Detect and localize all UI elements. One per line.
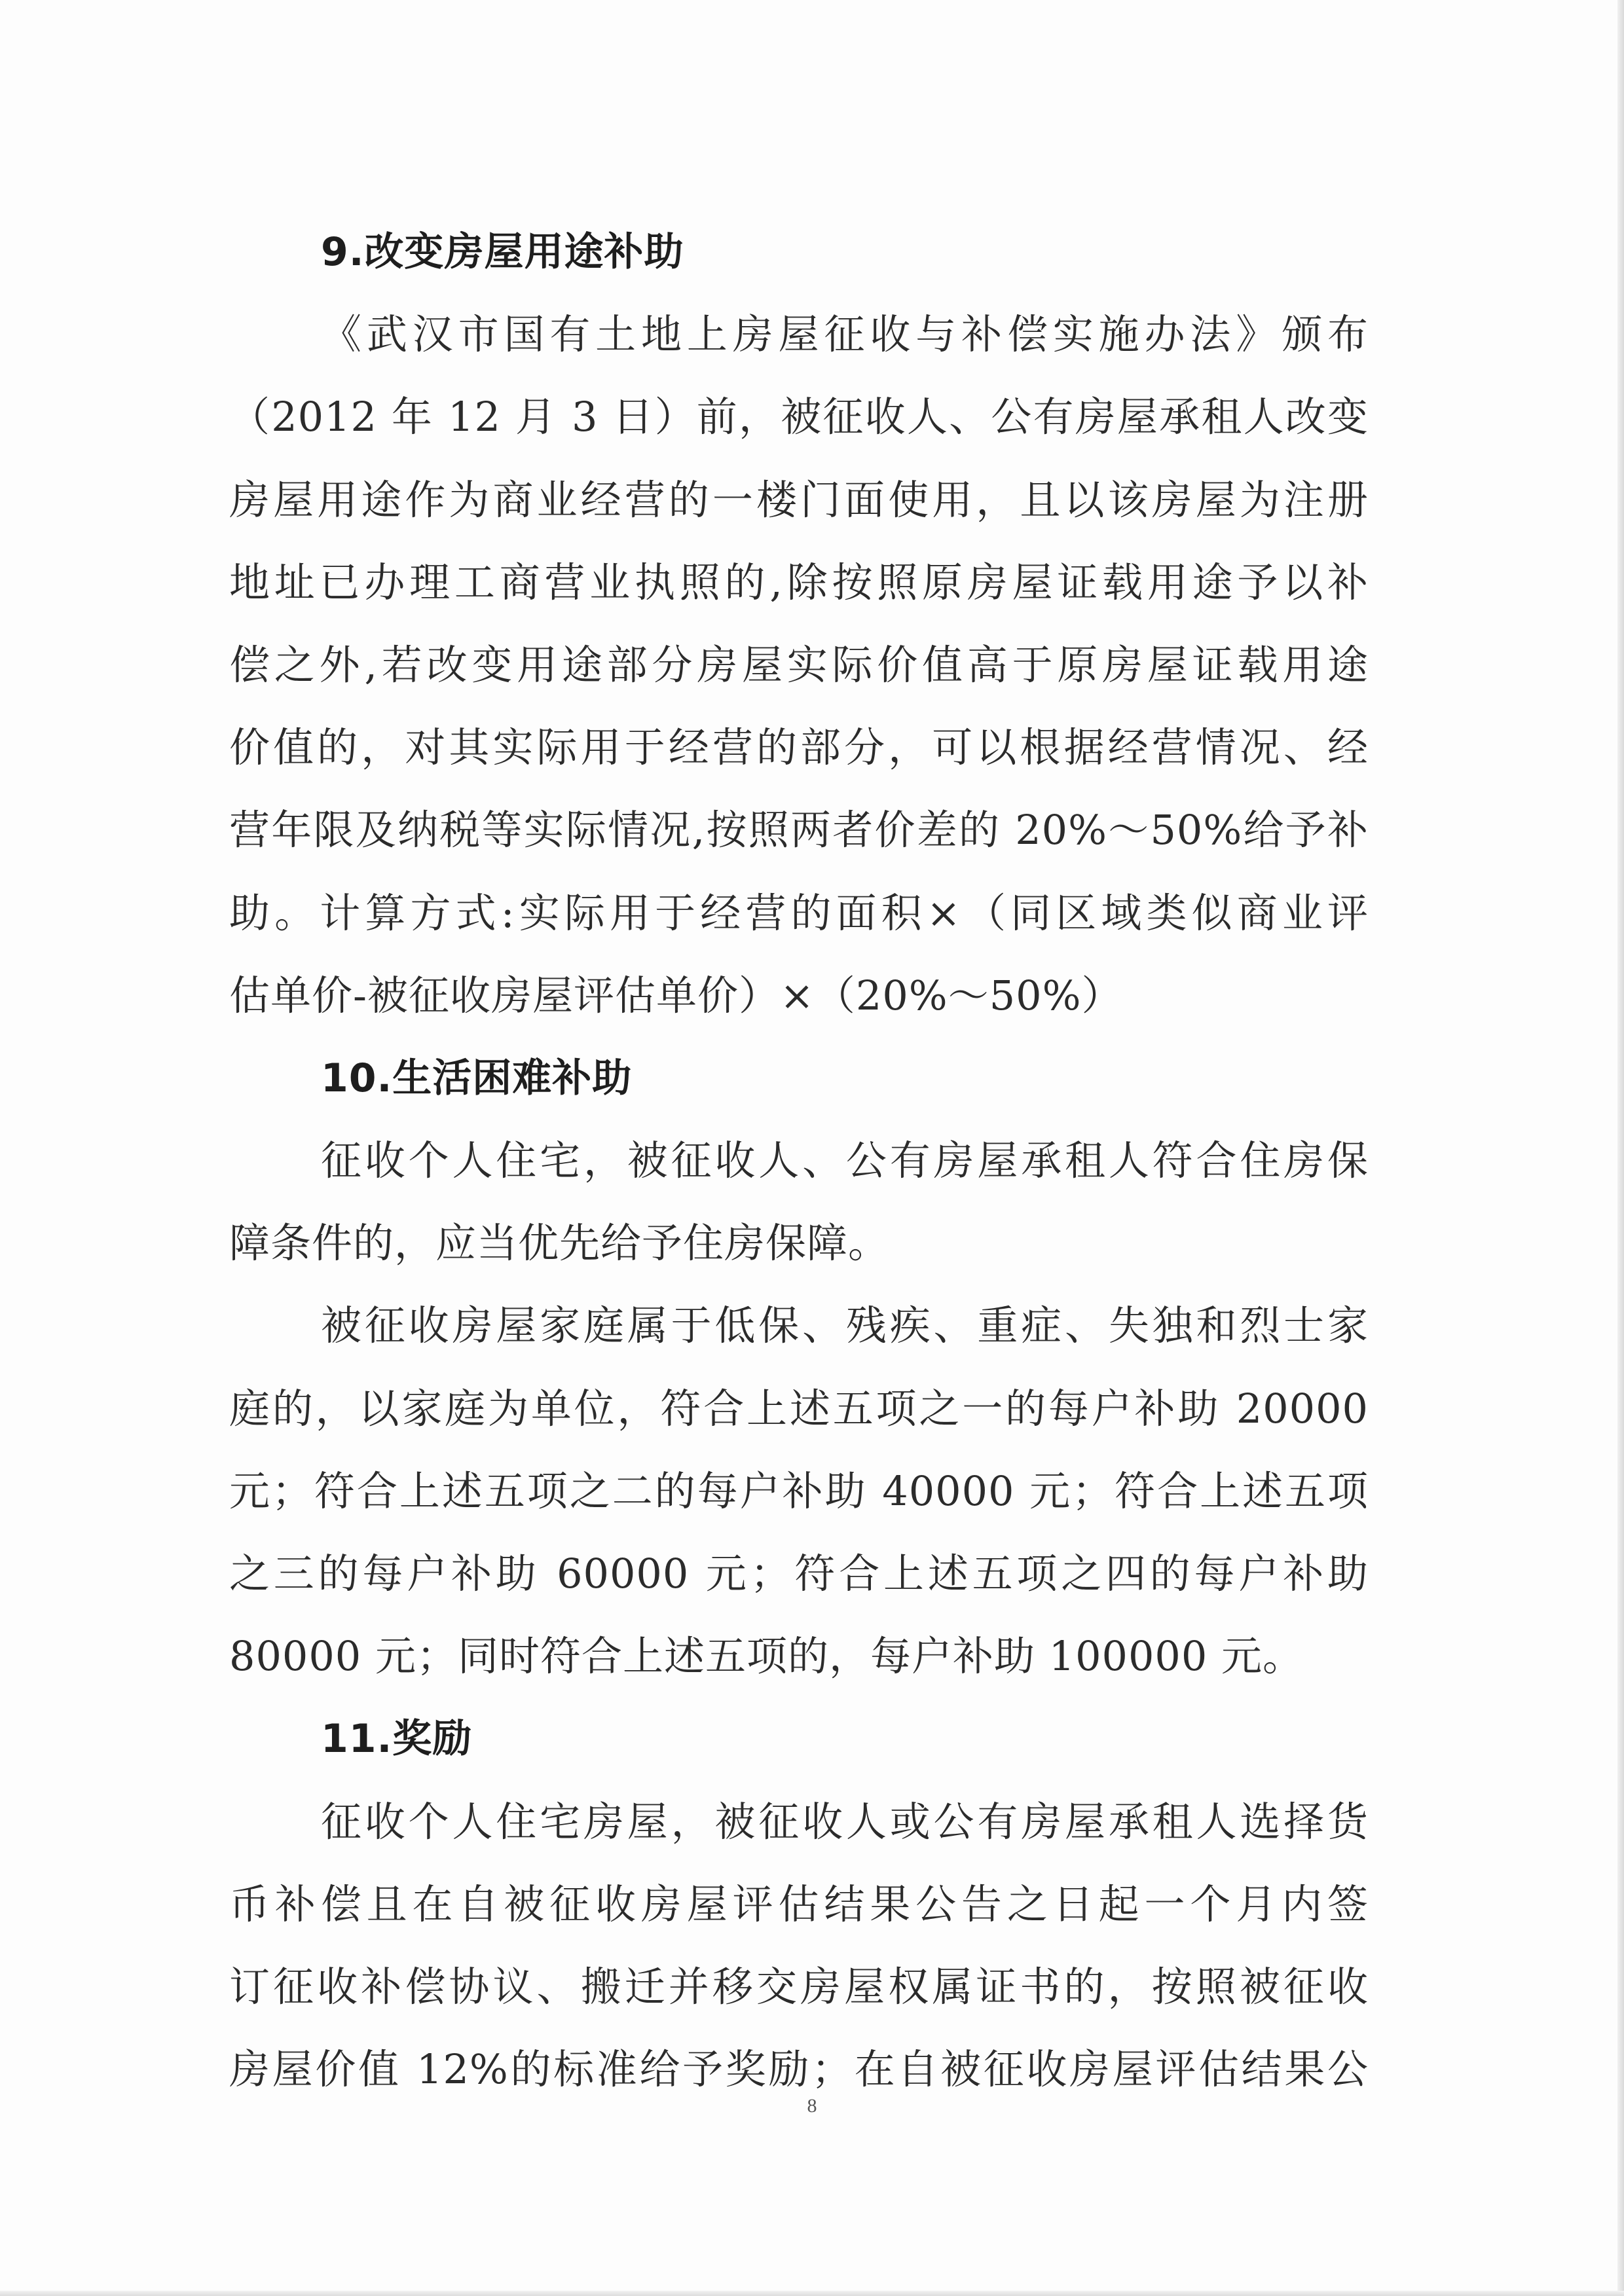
text-line: 障条件的，应当优先给予住房保障。 bbox=[229, 1219, 890, 1267]
section-heading: 9.改变房屋用途补助 bbox=[321, 229, 684, 275]
scan-edge-right bbox=[1617, 0, 1624, 2296]
text-line: 80000 元；同时符合上述五项的，每户补助 100000 元。 bbox=[229, 1632, 1304, 1681]
text-line: 房屋价值 12%的标准给予奖励；在自被征收房屋评估结果公 bbox=[229, 2045, 1369, 2094]
text-line: 房屋用途作为商业经营的一楼门面使用，且以该房屋为注册 bbox=[229, 475, 1369, 524]
text-line: 订征收补偿协议、搬迁并移交房屋权属证书的，按照被征收 bbox=[229, 1962, 1369, 2011]
paragraph bbox=[229, 1781, 1369, 2111]
text-line: 征收个人住宅，被征收人、公有房屋承租人符合住房保 bbox=[321, 1137, 1369, 1185]
text-line: 偿之外,若改变用途部分房屋实际价值高于原房屋证载用途 bbox=[229, 640, 1369, 689]
paragraph bbox=[229, 1285, 1369, 1698]
document-body bbox=[229, 211, 1369, 2111]
text-line: 地址已办理工商营业执照的,除按照原房屋证载用途予以补 bbox=[229, 558, 1369, 606]
text-line: 庭的，以家庭为单位，符合上述五项之一的每户补助 20000 bbox=[229, 1384, 1369, 1432]
text-line: 助。计算方式:实际用于经营的面积×（同区域类似商业评 bbox=[229, 888, 1369, 937]
text-line: 币补偿且在自被征收房屋评估结果公告之日起一个月内签 bbox=[229, 1880, 1369, 1928]
text-line: （2012 年 12 月 3 日）前，被征收人、公有房屋承租人改变 bbox=[229, 393, 1369, 441]
text-line: 之三的每户补助 60000 元；符合上述五项之四的每户补助 bbox=[229, 1550, 1369, 1597]
text-line: 价值的，对其实际用于经营的部分，可以根据经营情况、经 bbox=[229, 723, 1369, 772]
text-line: 《武汉市国有土地上房屋征收与补偿实施办法》颁布 bbox=[321, 310, 1369, 359]
text-line: 被征收房屋家庭属于低保、残疾、重症、失独和烈士家 bbox=[321, 1302, 1369, 1350]
text-line: 征收个人住宅房屋，被征收人或公有房屋承租人选择货 bbox=[321, 1797, 1369, 1846]
section-heading: 11.奖励 bbox=[321, 1716, 473, 1762]
page-number: 8 bbox=[807, 2095, 817, 2117]
scan-edge-bottom bbox=[0, 2291, 1624, 2296]
paragraph bbox=[229, 1120, 1369, 1285]
text-line: 元；符合上述五项之二的每户补助 40000 元；符合上述五项 bbox=[229, 1467, 1369, 1515]
text-line: 估单价-被征收房屋评估单价）×（20%～50%） bbox=[229, 971, 1123, 1019]
paragraph bbox=[229, 293, 1369, 1037]
text-line: 营年限及纳税等实际情况,按照两者价差的 20%～50%给予补 bbox=[229, 806, 1369, 854]
section-heading: 10.生活困难补助 bbox=[321, 1055, 633, 1101]
